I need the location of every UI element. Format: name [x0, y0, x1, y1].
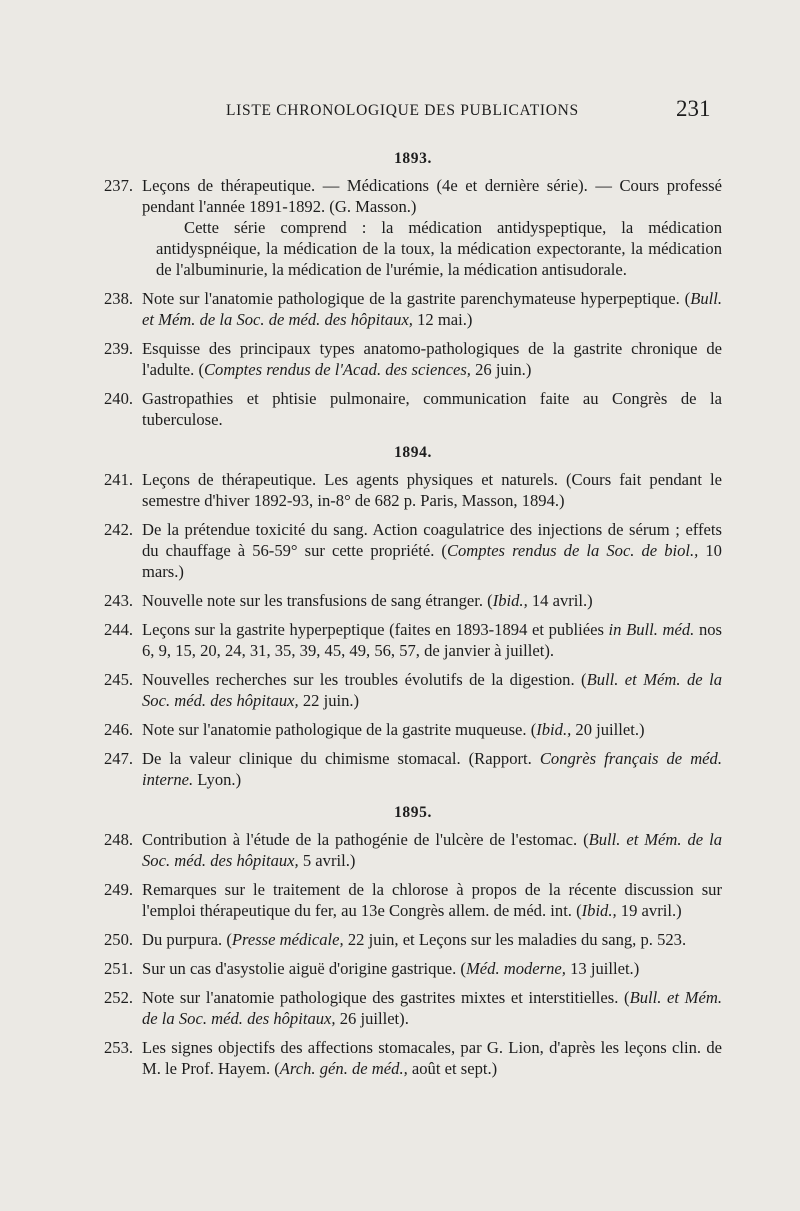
entry-text: Esquisse des principaux types anatomo-pathologiques de la gastrite chronique de l'adulte. (: [142, 339, 722, 379]
publication-entry: [104, 175, 722, 280]
entry-source: Bull. et Mém. de la Soc. méd. des hôpitaux,: [142, 670, 722, 710]
entry-date: 14 avril.): [527, 591, 593, 610]
entry-number: 245.: [104, 670, 134, 689]
entry-number: 252.: [104, 988, 134, 1007]
entry-text: Du purpura. (: [142, 930, 232, 949]
entry-source: Presse médicale,: [231, 930, 344, 949]
entry-source: Comptes rendus de la Soc. de biol.,: [446, 541, 699, 560]
publication-list: [104, 148, 722, 1087]
entry-date: nos 6, 9, 15, 20, 24, 31, 35, 39, 45, 49, 56, 57, de janvier à juillet).: [142, 620, 722, 660]
entry-text: Les signes objectifs des affections stomacales, par G. Lion, d'après les leçons clin. de M. le Prof. Hayem. (: [142, 1038, 722, 1078]
publication-entry: [104, 748, 722, 790]
entry-number: 247.: [104, 749, 134, 768]
entry-number: 248.: [104, 830, 134, 849]
publication-entry: [104, 288, 722, 330]
entry-number: 240.: [104, 389, 134, 408]
entry-date: 26 juillet).: [335, 1009, 409, 1028]
entry-date: 5 avril.): [298, 851, 356, 870]
entry-date: 19 avril.): [616, 901, 682, 920]
entry-date: 10 mars.): [142, 541, 722, 581]
entry-source: Comptes rendus de l'Acad. des sciences,: [203, 360, 471, 379]
entry-source: Congrès français de méd. interne.: [142, 749, 722, 789]
entry-number: 239.: [104, 339, 134, 358]
entry-text: Leçons sur la gastrite hyperpeptique (faites en 1893-1894 et publiées: [142, 620, 609, 639]
publication-entry: [104, 590, 722, 611]
year-heading: 1895.: [394, 804, 432, 821]
page-header: [0, 96, 800, 132]
entry-source: Ibid.,: [492, 591, 528, 610]
entry-source: Méd. moderne,: [465, 959, 566, 978]
entry-number: 237.: [104, 176, 134, 195]
publication-entry: [104, 469, 722, 511]
entry-text: Remarques sur le traitement de la chlorose à propos de la récente discussion sur l'emploi thérapeutique du fer, au 13e Congrès allem. de méd. int. (: [142, 880, 722, 920]
entry-source: Arch. gén. de méd.,: [279, 1059, 408, 1078]
year-heading: 1894.: [394, 444, 432, 461]
entry-date: 20 juillet.): [571, 720, 645, 739]
page-number: 231: [676, 96, 711, 121]
entry-text: Leçons de thérapeutique. — Médications (4e et dernière série). — Cours professé pendant l'année 1891-1892. (G. Masson.): [142, 176, 722, 216]
entry-date: Lyon.): [193, 770, 242, 789]
publication-entry: [104, 1037, 722, 1079]
entry-text: Leçons de thérapeutique. Les agents physiques et naturels. (Cours fait pendant le semestre d'hiver 1892-93, in-8° de 682 p. Paris, Masson, 1894.): [142, 470, 722, 510]
publication-entry: [104, 519, 722, 582]
publication-entry: [104, 929, 722, 950]
entry-date: 26 juin.): [470, 360, 532, 379]
entry-date: août et sept.): [407, 1059, 498, 1078]
entry-number: 238.: [104, 289, 134, 308]
entry-number: 250.: [104, 930, 134, 949]
entry-text: Contribution à l'étude de la pathogénie de l'ulcère de l'estomac. (: [142, 830, 589, 849]
running-title: LISTE CHRONOLOGIQUE DES PUBLICATIONS: [226, 102, 579, 119]
entry-number: 243.: [104, 591, 134, 610]
publication-entry: [104, 669, 722, 711]
entry-number: 249.: [104, 880, 134, 899]
entry-text: Nouvelles recherches sur les troubles évolutifs de la digestion. (: [142, 670, 587, 689]
entry-source: Bull. et Mém. de la Soc. méd. des hôpitaux,: [142, 988, 722, 1028]
entry-text: Sur un cas d'asystolie aiguë d'origine gastrique. (: [142, 959, 466, 978]
publication-entry: [104, 829, 722, 871]
entry-source: Ibid.,: [581, 901, 617, 920]
entry-source: Bull. et Mém. de la Soc. méd. des hôpitaux,: [142, 830, 722, 870]
entry-date: 22 juin.): [298, 691, 360, 710]
entry-number: 244.: [104, 620, 134, 639]
entry-source: in Bull. méd.: [608, 620, 695, 639]
entry-text: Gastropathies et phtisie pulmonaire, communication faite au Congrès de la tuberculose.: [142, 389, 722, 429]
entry-text: De la valeur clinique du chimisme stomacal. (Rapport.: [142, 749, 540, 768]
entry-number: 253.: [104, 1038, 134, 1057]
entry-number: 246.: [104, 720, 134, 739]
publication-entry: [104, 958, 722, 979]
entry-number: 251.: [104, 959, 134, 978]
publication-entry: [104, 987, 722, 1029]
publication-entry: [104, 619, 722, 661]
entry-note: Cette série comprend : la médication antidyspeptique, la médication antidyspnéique, la médication de la toux, la médication expectorante, la médication de l'albuminurie, la médication de l'urémie, la médication antisudorale.: [156, 218, 722, 279]
publication-entry: [104, 719, 722, 740]
entry-date: 12 mai.): [412, 310, 473, 329]
entry-text: Note sur l'anatomie pathologique des gastrites mixtes et interstitielles. (: [142, 988, 630, 1007]
publication-entry: [104, 338, 722, 380]
entry-text: Note sur l'anatomie pathologique de la gastrite parenchymateuse hyperpeptique. (: [142, 289, 691, 308]
entry-source: Bull. et Mém. de la Soc. de méd. des hôpitaux,: [142, 289, 722, 329]
entry-date: 22 juin, et Leçons sur les maladies du sang, p. 523.: [343, 930, 687, 949]
entry-text: De la prétendue toxicité du sang. Action coagulatrice des injections de sérum ; effets du chauffage à 56-59° sur cette propriété. (: [142, 520, 722, 560]
entry-source: Ibid.,: [536, 720, 572, 739]
entry-number: 241.: [104, 470, 134, 489]
entry-text: Note sur l'anatomie pathologique de la gastrite muqueuse. (: [142, 720, 537, 739]
publication-entry: [104, 388, 722, 430]
entry-date: 13 juillet.): [565, 959, 640, 978]
entry-text: Nouvelle note sur les transfusions de sang étranger. (: [142, 591, 493, 610]
publication-entry: [104, 879, 722, 921]
entry-number: 242.: [104, 520, 134, 539]
year-heading: 1893.: [394, 150, 432, 167]
